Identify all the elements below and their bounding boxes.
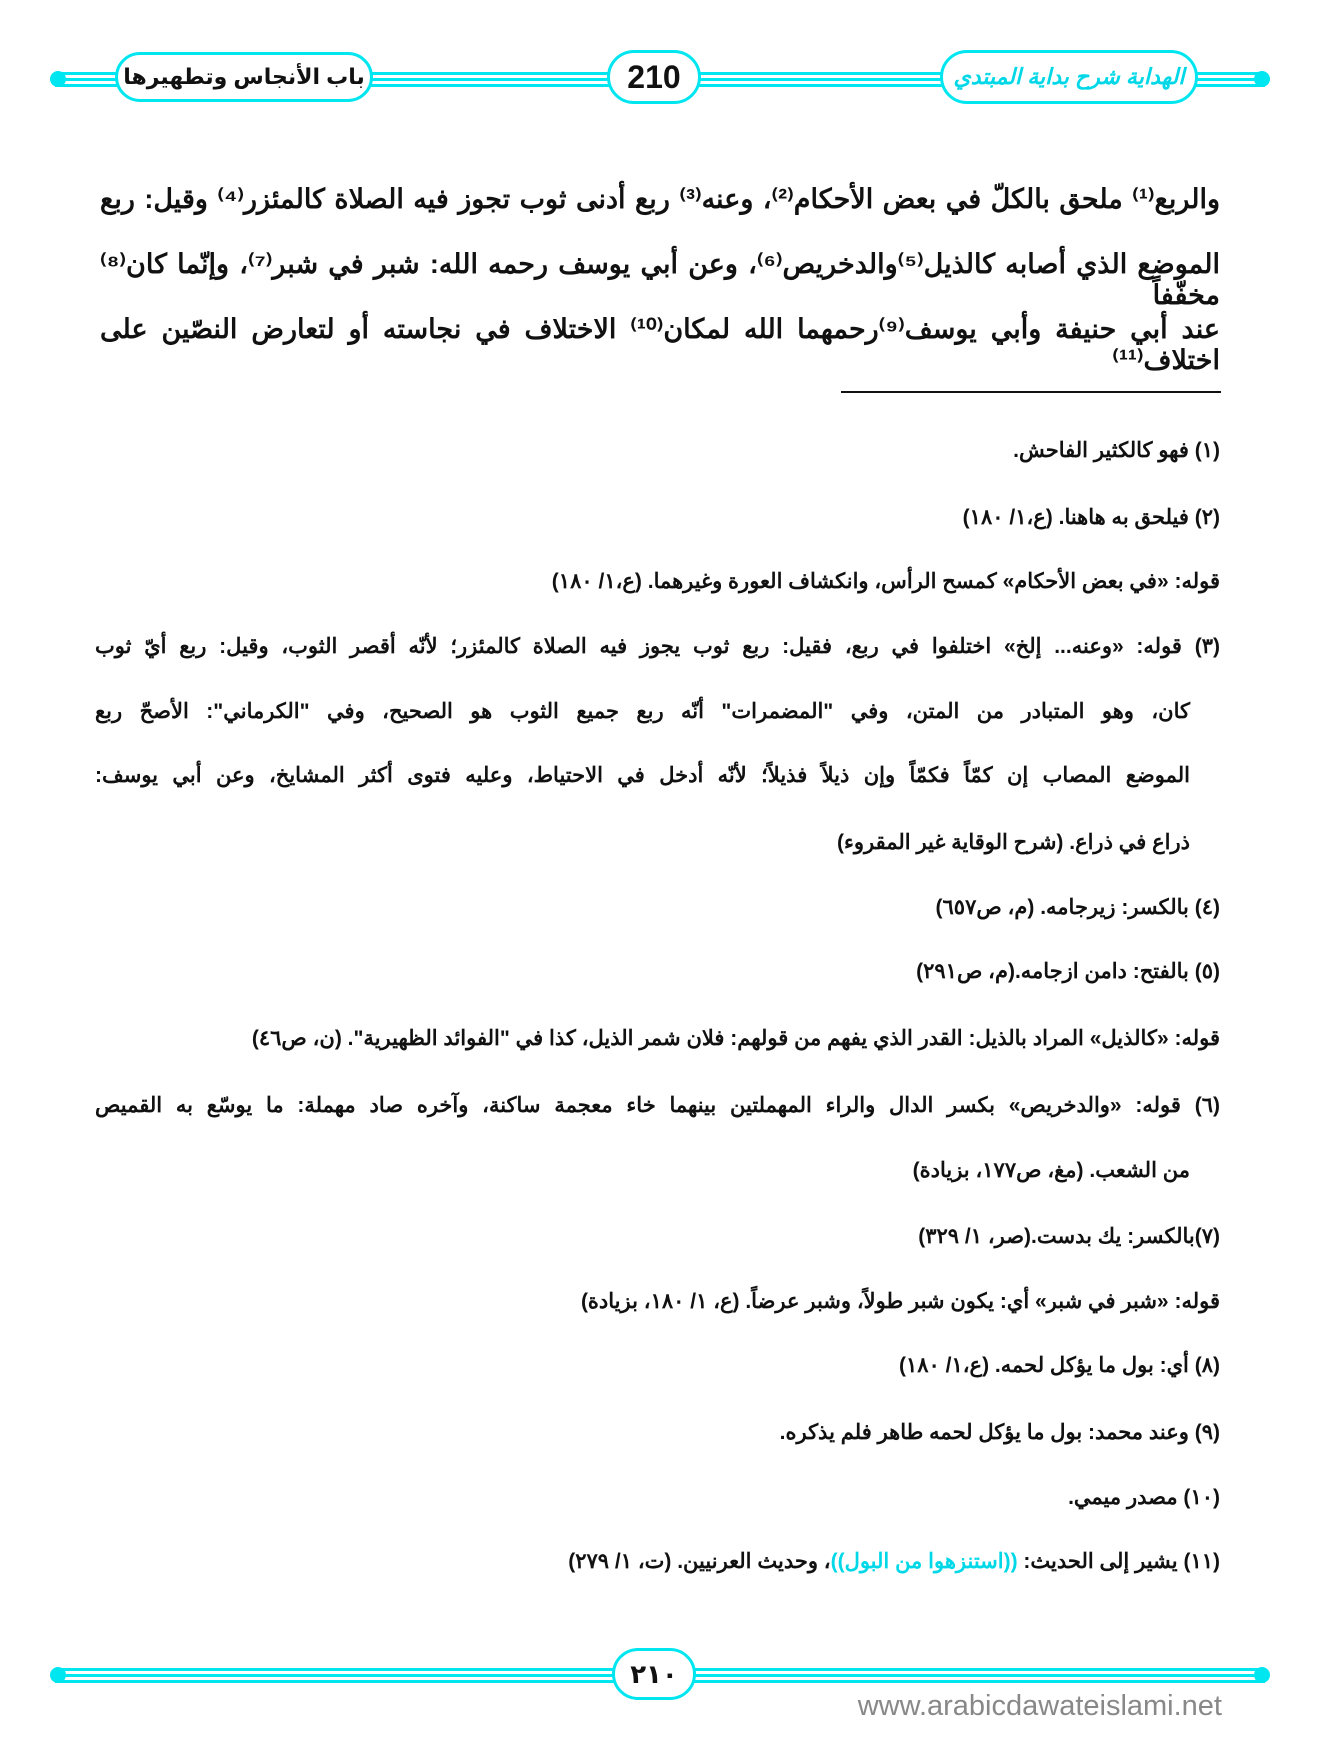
ornament-cap-left — [50, 1667, 66, 1683]
footnote: (١) فهو كالكثير الفاحش. — [1013, 439, 1220, 462]
page-number-top: 210 — [607, 50, 701, 104]
footnote-continuation: الموضع المصاب إن كمّاً فكمّاً وإن ذيلاً فذيلاً؛ لأنّه أدخل في الاحتياط، وعليه فتوى أكثر المشايخ، وعن أبي يوسف: — [95, 764, 1190, 787]
footnote-continuation: كان، وهو المتبادر من المتن، وفي "المضمرات" أنّه ربع جميع الثوب هو الصحيح، وفي "الكرماني": الأصحّ ربع — [95, 700, 1190, 723]
website-url: www.arabicdawateislami.net — [857, 1690, 1222, 1722]
footnote-11-prefix: (١١) يشير إلى الحديث: — [1017, 1550, 1220, 1573]
ornament-cap-right — [1254, 71, 1270, 87]
main-text-line: عند أبي حنيفة وأبي يوسف⁽⁹⁾رحمهما الله لمكان⁽¹⁰⁾ الاختلاف في نجاسته أو لتعارض النصّين على اختلاف⁽¹¹⁾ — [100, 314, 1220, 375]
footnote: قوله: «في بعض الأحكام» كمسح الرأس، وانكشاف العورة وغيرهما. (ع،١/ ١٨٠) — [551, 570, 1220, 593]
footnote: (١٠) مصدر ميمي. — [1068, 1486, 1220, 1509]
main-text-line: الموضع الذي أصابه كالذيل⁽⁵⁾والدخريص⁽⁶⁾، وعن أبي يوسف رحمه الله: شبر في شبر⁽⁷⁾، وإنّما كان⁽⁸⁾ مخفّفاً — [100, 249, 1220, 310]
footnote: قوله: «شبر في شبر» أي: يكون شبر طولاً، وشبر عرضاً. (ع، ١/ ١٨٠، بزيادة) — [580, 1290, 1220, 1313]
chapter-title: باب الأنجاس وتطهيرها — [115, 52, 373, 102]
footnote: (٧)بالكسر: يك بدست.(صر، ١/ ٣٢٩) — [918, 1225, 1220, 1248]
hadith-quote: ((استنزهوا من البول)) — [830, 1550, 1018, 1573]
footnote-continuation: من الشعب. (مغ، ص١٧٧، بزيادة) — [912, 1159, 1190, 1182]
footnote: (٦) قوله: «والدخريص» بكسر الدال والراء المهملتين بينهما خاء معجمة ساكنة، وآخره صاد مهملة: ما يوسّع به القميص — [95, 1094, 1220, 1117]
ornament-cap-left — [50, 71, 66, 87]
book-logo: الهداية شرح بداية المبتدي — [940, 50, 1198, 104]
footnote-continuation: ذراع في ذراع. (شرح الوقاية غير المقروء) — [837, 831, 1190, 854]
footnote: (٩) وعند محمد: بول ما يؤكل لحمه طاهر فلم يذكره. — [779, 1421, 1220, 1444]
footnote-11 — [568, 1549, 1220, 1574]
footnote-separator — [841, 391, 1221, 393]
footnote: (٣) قوله: «وعنه... إلخ» اختلفوا في ربع، فقيل: ربع ثوب يجوز فيه الصلاة كالمئزر؛ لأنّه أقصر الثوب، وقيل: ربع أيّ ثوب — [95, 635, 1220, 658]
footnote: قوله: «كالذيل» المراد بالذيل: القدر الذي يفهم من قولهم: فلان شمر الذيل، كذا في "الفوائد الظهيرية". (ن، ص٤٦) — [251, 1027, 1220, 1050]
footnote-11-suffix: ، وحديث العرنيين. (ت، ١/ ٢٧٩) — [568, 1550, 831, 1573]
footnote: (٥) بالفتح: دامن ازجامه.(م، ص٢٩١) — [916, 960, 1220, 983]
page-number-bottom: ٢١٠ — [612, 1648, 696, 1700]
footnote: (٢) فيلحق به هاهنا. (ع،١/ ١٨٠) — [962, 506, 1220, 529]
main-text-line: والربع⁽¹⁾ ملحق بالكلّ في بعض الأحكام⁽²⁾، وعنه⁽³⁾ ربع أدنى ثوب تجوز فيه الصلاة كالمئزر⁽⁴⁾ وقيل: ربع — [100, 184, 1220, 214]
ornament-cap-right — [1254, 1667, 1270, 1683]
footnote: (٨) أي: بول ما يؤكل لحمه. (ع،١/ ١٨٠) — [898, 1354, 1220, 1377]
footnote: (٤) بالكسر: زيرجامه. (م، ص٦٥٧) — [935, 896, 1220, 919]
